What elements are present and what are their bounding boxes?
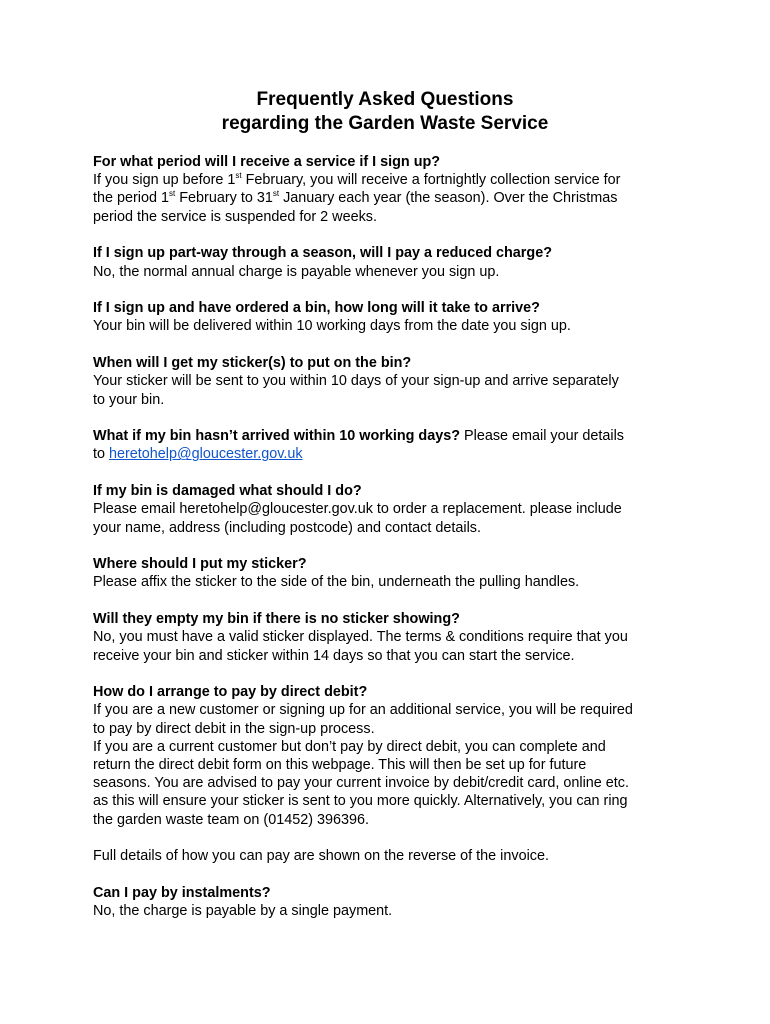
faq-answer-line: Your bin will be delivered within 10 working days from the date you sign up.: [93, 318, 571, 335]
faq-answer-line: If you are a current customer but don’t pay by direct debit, you can complete and: [93, 738, 606, 755]
faq-answer-line: return the direct debit form on this webpage. This will then be set up for future: [93, 757, 587, 774]
faq-answer-line: Your sticker will be sent to you within 10 days of your sign-up and arrive separately: [93, 373, 619, 390]
faq-question: Will they empty my bin if there is no sticker showing?: [93, 611, 460, 628]
faq-item-bin-not-arrived: [93, 427, 693, 463]
faq-answer-line: Please email heretohelp@gloucester.gov.uk to order a replacement. please include: [93, 501, 622, 518]
faq-question: How do I arrange to pay by direct debit?: [93, 684, 368, 701]
paragraph-line: Full details of how you can pay are shown on the reverse of the invoice.: [93, 848, 549, 865]
faq-answer-line: as this will ensure your sticker is sent to you more quickly. Alternatively, you can ring: [93, 793, 628, 810]
faq-answer-line: period the service is suspended for 2 weeks.: [93, 208, 377, 225]
faq-answer-line: No, the charge is payable by a single payment.: [93, 903, 393, 920]
document-title: [0, 88, 770, 136]
faq-question-line: [93, 427, 693, 445]
faq-item-sticker-placement: [93, 555, 693, 591]
faq-item-direct-debit: [93, 683, 693, 829]
faq-question: If I sign up and have ordered a bin, how long will it take to arrive?: [93, 300, 540, 317]
faq-question: If I sign up part-way through a season, will I pay a reduced charge?: [93, 245, 552, 262]
faq-item-instalments: [93, 884, 693, 920]
faq-answer-line: No, the normal annual charge is payable whenever you sign up.: [93, 263, 500, 280]
faq-answer-line: If you sign up before 1st February, you will receive a fortnightly collection service for: [93, 171, 621, 189]
faq-item-reduced-charge: [93, 244, 693, 280]
faq-answer-line: receive your bin and sticker within 14 days so that you can start the service.: [93, 647, 575, 664]
faq-answer-line: the period 1st February to 31st January each year (the season). Over the Christmas: [93, 189, 618, 207]
faq-answer-line: to pay by direct debit in the sign-up process.: [93, 720, 375, 737]
faq-question: What if my bin hasn’t arrived within 10 working days?: [93, 428, 461, 445]
faq-question: Can I pay by instalments?: [93, 885, 271, 902]
email-link[interactable]: heretohelp@gloucester.gov.uk: [109, 446, 303, 463]
faq-answer-line: If you are a new customer or signing up for an additional service, you will be required: [93, 702, 633, 719]
faq-answer-line: the garden waste team on (01452) 396396.: [93, 811, 370, 828]
faq-item-no-sticker: [93, 610, 693, 665]
faq-answer-line: your name, address (including postcode) and contact details.: [93, 519, 481, 536]
faq-question: When will I get my sticker(s) to put on the bin?: [93, 355, 412, 372]
title-line-1: Frequently Asked Questions: [256, 89, 514, 110]
title-line-2: regarding the Garden Waste Service: [221, 113, 549, 134]
faq-item-service-period: [93, 153, 693, 226]
faq-answer-line: to your bin.: [93, 391, 165, 408]
faq-item-bin-delivery: [93, 299, 693, 335]
faq-answer-line: seasons. You are advised to pay your current invoice by debit/credit card, online etc.: [93, 775, 629, 792]
faq-item-bin-damaged: [93, 482, 693, 537]
faq-item-sticker-delivery: [93, 354, 693, 409]
faq-answer-inline: Please email your details: [460, 428, 625, 445]
faq-question: If my bin is damaged what should I do?: [93, 483, 362, 500]
faq-question: For what period will I receive a service if I sign up?: [93, 154, 441, 170]
faq-answer-line: Please affix the sticker to the side of the bin, underneath the pulling handles.: [93, 574, 580, 591]
faq-list: [93, 153, 693, 939]
faq-question: Where should I put my sticker?: [93, 556, 307, 573]
payment-details-paragraph: [93, 847, 693, 865]
faq-answer-line: No, you must have a valid sticker displayed. The terms & conditions require that you: [93, 629, 628, 646]
faq-answer-line: to heretohelp@gloucester.gov.uk: [93, 446, 303, 463]
